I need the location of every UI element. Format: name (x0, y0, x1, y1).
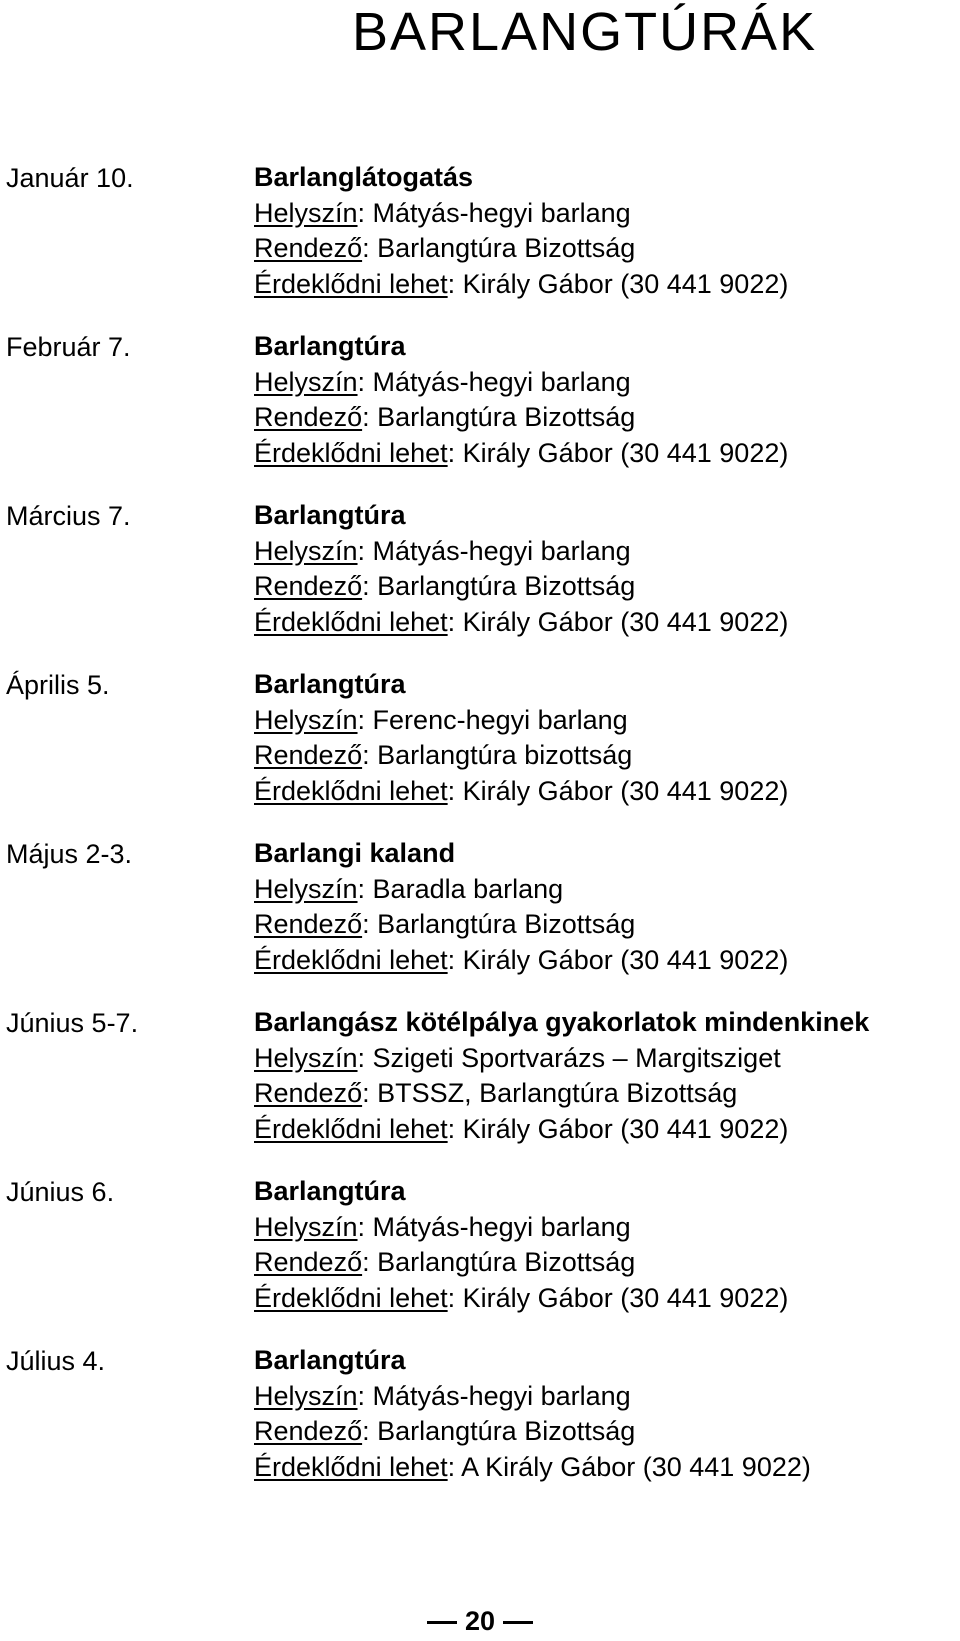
event-contact: Király Gábor (30 441 9022) (462, 606, 789, 637)
event-organizer: Barlangtúra Bizottság (377, 402, 636, 432)
event-entry (0, 1343, 960, 1487)
contact-label: Érdeklődni lehet (254, 268, 448, 299)
contact-label: Érdeklődni lehet (254, 1282, 448, 1313)
event-contact-line: Érdeklődni lehet: Király Gábor (30 441 9022) (254, 606, 789, 637)
event-location: Mátyás-hegyi barlang (372, 366, 631, 397)
event-title: Barlangtúra (254, 331, 406, 361)
event-location-line: Helyszín: Baradla barlang (254, 873, 564, 904)
organizer-label: Rendező (254, 571, 363, 601)
event-organizer-line: Rendező: Barlangtúra Bizottság (254, 909, 636, 939)
event-date: Június 5-7. (6, 1008, 139, 1038)
event-location: Baradla barlang (372, 873, 564, 904)
event-entry (0, 498, 960, 642)
event-details (254, 160, 788, 302)
event-date: Március 7. (6, 501, 131, 531)
event-location-line: Helyszín: Mátyás-hegyi barlang (254, 1211, 631, 1242)
event-entry (0, 667, 960, 811)
event-organizer-line: Rendező: Barlangtúra Bizottság (254, 1416, 636, 1446)
event-contact: Király Gábor (30 441 9022) (462, 775, 789, 806)
contact-label: Érdeklődni lehet (254, 1113, 448, 1144)
location-label: Helyszín (254, 1380, 358, 1411)
contact-label: Érdeklődni lehet (254, 437, 448, 468)
contact-label: Érdeklődni lehet (254, 606, 448, 637)
event-title: Barlangtúra (254, 1345, 406, 1375)
event-contact-line: Érdeklődni lehet: A Király Gábor (30 441 9022) (254, 1451, 811, 1482)
event-title: Barlangtúra (254, 1176, 406, 1206)
contact-label: Érdeklődni lehet (254, 944, 448, 975)
event-title: Barlangász kötélpálya gyakorlatok mindenkinek (254, 1007, 870, 1037)
event-organizer: BTSSZ, Barlangtúra Bizottság (377, 1078, 738, 1108)
event-contact-line: Érdeklődni lehet: Király Gábor (30 441 9022) (254, 1113, 789, 1144)
event-contact-line: Érdeklődni lehet: Király Gábor (30 441 9022) (254, 775, 789, 806)
footer-dash-left (427, 1621, 457, 1624)
event-details (254, 1174, 788, 1316)
organizer-label: Rendező (254, 402, 363, 432)
event-location-line: Helyszín: Mátyás-hegyi barlang (254, 197, 631, 228)
event-contact: Király Gábor (30 441 9022) (462, 437, 789, 468)
event-location: Szigeti Sportvarázs – Margitsziget (372, 1042, 781, 1073)
contact-label: Érdeklődni lehet (254, 775, 448, 806)
location-label: Helyszín (254, 704, 358, 735)
event-location-line: Helyszín: Szigeti Sportvarázs – Margitsziget (254, 1042, 781, 1073)
event-details (254, 498, 788, 640)
organizer-label: Rendező (254, 1078, 363, 1108)
event-details (254, 1343, 811, 1485)
organizer-label: Rendező (254, 1416, 363, 1446)
event-location: Mátyás-hegyi barlang (372, 535, 631, 566)
event-location: Mátyás-hegyi barlang (372, 1380, 631, 1411)
page-footer (0, 1603, 960, 1639)
event-organizer: Barlangtúra Bizottság (377, 571, 636, 601)
contact-label: Érdeklődni lehet (254, 1451, 448, 1482)
event-date: Április 5. (6, 670, 110, 700)
event-date: Május 2-3. (6, 839, 133, 869)
event-organizer: Barlangtúra bizottság (377, 740, 633, 770)
location-label: Helyszín (254, 197, 358, 228)
event-title: Barlangi kaland (254, 838, 456, 868)
organizer-label: Rendező (254, 1247, 363, 1277)
page-title: BARLANGTÚRÁK (352, 2, 818, 62)
event-contact: Király Gábor (30 441 9022) (462, 944, 789, 975)
event-contact-line: Érdeklődni lehet: Király Gábor (30 441 9022) (254, 437, 789, 468)
event-location-line: Helyszín: Mátyás-hegyi barlang (254, 1380, 631, 1411)
event-organizer-line: Rendező: Barlangtúra Bizottság (254, 571, 636, 601)
event-contact: A Király Gábor (30 441 9022) (461, 1451, 811, 1482)
event-location-line: Helyszín: Mátyás-hegyi barlang (254, 366, 631, 397)
event-location-line: Helyszín: Mátyás-hegyi barlang (254, 535, 631, 566)
location-label: Helyszín (254, 873, 358, 904)
event-entry (0, 1005, 960, 1149)
organizer-label: Rendező (254, 740, 363, 770)
location-label: Helyszín (254, 535, 358, 566)
event-organizer-line: Rendező: Barlangtúra Bizottság (254, 233, 636, 263)
event-entry (0, 329, 960, 473)
event-title: Barlangtúra (254, 669, 406, 699)
event-organizer: Barlangtúra Bizottság (377, 233, 636, 263)
footer-dash-right (503, 1621, 533, 1624)
event-organizer-line: Rendező: Barlangtúra Bizottság (254, 1247, 636, 1277)
event-organizer: Barlangtúra Bizottság (377, 1247, 636, 1277)
event-contact: Király Gábor (30 441 9022) (462, 1113, 789, 1144)
organizer-label: Rendező (254, 909, 363, 939)
event-contact: Király Gábor (30 441 9022) (462, 1282, 789, 1313)
page-number: 20 (464, 1606, 496, 1636)
event-details (254, 836, 788, 978)
event-location-line: Helyszín: Ferenc-hegyi barlang (254, 704, 628, 735)
event-organizer: Barlangtúra Bizottság (377, 1416, 636, 1446)
event-title: Barlangtúra (254, 500, 406, 530)
event-entry (0, 836, 960, 980)
event-contact: Király Gábor (30 441 9022) (462, 268, 789, 299)
event-organizer: Barlangtúra Bizottság (377, 909, 636, 939)
organizer-label: Rendező (254, 233, 363, 263)
event-location: Mátyás-hegyi barlang (372, 197, 631, 228)
event-organizer-line: Rendező: Barlangtúra Bizottság (254, 402, 636, 432)
event-organizer-line: Rendező: Barlangtúra bizottság (254, 740, 633, 770)
location-label: Helyszín (254, 1211, 358, 1242)
event-details (254, 329, 788, 471)
event-entry (0, 1174, 960, 1318)
event-organizer-line: Rendező: BTSSZ, Barlangtúra Bizottság (254, 1078, 738, 1108)
event-date: Február 7. (6, 332, 131, 362)
event-details (254, 1005, 869, 1147)
event-location: Ferenc-hegyi barlang (372, 704, 628, 735)
event-entry (0, 160, 960, 304)
location-label: Helyszín (254, 1042, 358, 1073)
event-title: Barlanglátogatás (254, 162, 474, 192)
event-date: Július 4. (6, 1346, 106, 1376)
event-location: Mátyás-hegyi barlang (372, 1211, 631, 1242)
event-contact-line: Érdeklődni lehet: Király Gábor (30 441 9022) (254, 268, 789, 299)
event-date: Január 10. (6, 163, 134, 193)
event-date: Június 6. (6, 1177, 115, 1207)
event-details (254, 667, 788, 809)
event-contact-line: Érdeklődni lehet: Király Gábor (30 441 9022) (254, 1282, 789, 1313)
location-label: Helyszín (254, 366, 358, 397)
event-contact-line: Érdeklődni lehet: Király Gábor (30 441 9022) (254, 944, 789, 975)
